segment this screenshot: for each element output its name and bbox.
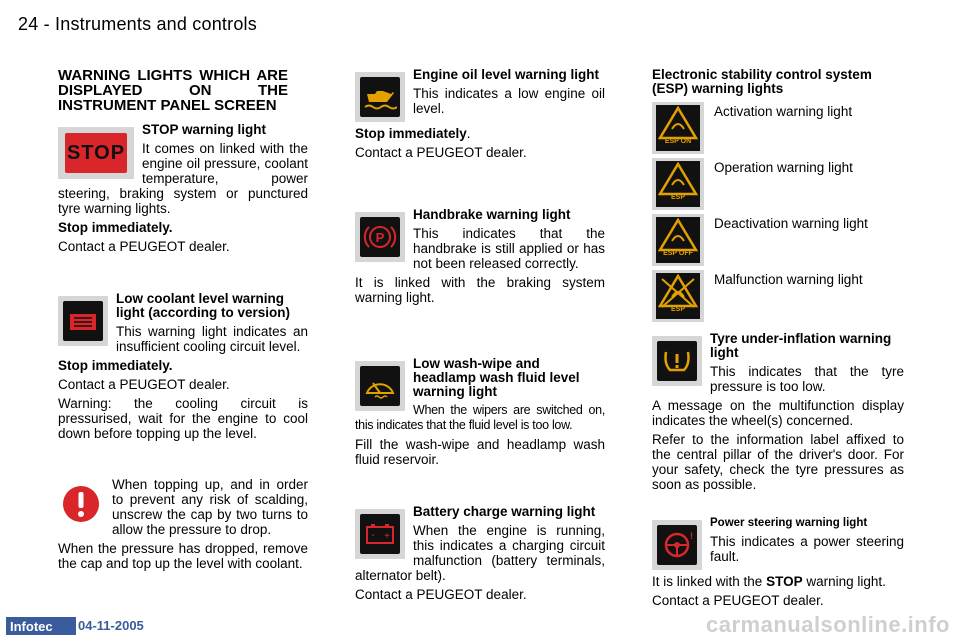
oil-block	[355, 68, 605, 160]
column-3	[652, 68, 904, 612]
esp-car-icon	[652, 270, 704, 322]
tyre-text: This indicates that the tyre pressure is too low.	[710, 364, 904, 394]
esp-car-icon	[652, 158, 704, 210]
oil-can-svg	[363, 82, 397, 112]
caution-block	[58, 477, 308, 571]
esp-label: Operation warning light	[714, 160, 853, 175]
washer-text: When the wipers are switched on, this indicates that the fluid level is too low.	[355, 403, 605, 432]
esp-label: Activation warning light	[714, 104, 853, 119]
esp-icon-inner	[656, 273, 700, 319]
section-title: Instruments and controls	[55, 14, 257, 34]
steering-heading: Power steering warning light	[710, 517, 868, 529]
tyre-block	[652, 332, 904, 492]
coolant-svg	[66, 308, 100, 334]
esp-row	[652, 270, 904, 326]
oil-contact: Contact a PEUGEOT dealer.	[355, 145, 527, 160]
battery-icon	[355, 509, 405, 559]
oil-icon	[355, 72, 405, 122]
coolant-instruction: Stop immediately.	[58, 358, 173, 373]
oil-instruction: Stop immediately	[355, 126, 467, 141]
svg-text:!: !	[690, 531, 693, 541]
esp-icon-inner	[656, 161, 700, 207]
esp-car-icon	[652, 102, 704, 154]
steering-block	[652, 516, 904, 608]
esp-heading: Electronic stability control system (ESP) warning lights	[652, 67, 872, 96]
coolant-block	[58, 292, 308, 441]
column-1	[58, 68, 308, 575]
tyre-pressure-svg	[660, 346, 694, 376]
esp-list	[652, 102, 904, 326]
stop-block	[58, 123, 308, 254]
oil-heading: Engine oil level warning light	[413, 67, 600, 82]
steering-wheel-svg	[660, 530, 694, 560]
esp-icon-inner	[656, 105, 700, 151]
handbrake-block	[355, 208, 605, 305]
handbrake-text-2: It is linked with the braking system warning light.	[355, 275, 605, 305]
esp-label: Deactivation warning light	[714, 216, 868, 231]
coolant-text: This warning light indicates an insufficient cooling circuit level.	[116, 324, 308, 354]
brake-p-svg	[363, 222, 397, 252]
steering-icon	[652, 520, 702, 570]
handbrake-heading: Handbrake warning light	[413, 207, 571, 222]
esp-tag: ESP	[670, 194, 685, 201]
steering-text-2	[652, 574, 904, 589]
header-separator: -	[43, 14, 50, 34]
warning-lights-title: WARNING LIGHTS WHICH ARE DISPLAYED ON THE INSTRUMENT PANEL SCREEN	[58, 67, 288, 114]
battery-text: When the engine is running, this indicates a charging circuit malfunction (battery terminals, alternator belt).	[355, 523, 605, 583]
esp-row	[652, 214, 904, 270]
esp-row	[652, 102, 904, 158]
coolant-icon	[58, 296, 108, 346]
exclamation-icon	[61, 484, 101, 524]
caution-text: When topping up, and in order to prevent any risk of scalding, unscrew the cap by two turns to allow the pressure to drop.	[112, 477, 308, 537]
steering-text-2-prefix: It is linked with the	[652, 574, 763, 589]
battery-svg	[363, 521, 397, 547]
esp-icon-inner	[656, 217, 700, 263]
stop-text: It comes on linked with the engine oil pressure, coolant temperature, power steering, braking system or punctured tyre warning lights.	[58, 141, 308, 216]
washer-text-2: Fill the wash-wipe and headlamp wash fluid reservoir.	[355, 437, 605, 467]
infotec-logo: Infotec	[6, 617, 76, 635]
page-header	[18, 14, 257, 35]
tyre-text-2: A message on the multifunction display indicates the wheel(s) concerned.	[652, 398, 904, 428]
oil-text: This indicates a low engine oil level.	[413, 86, 605, 116]
svg-text:P: P	[375, 230, 385, 245]
footer-date: 04-11-2005	[78, 618, 144, 633]
washer-block	[355, 357, 605, 467]
coolant-warning: Warning: the cooling circuit is pressurised, wait for the engine to cool down before topping up the level.	[58, 396, 308, 441]
esp-tag: ESP ON	[664, 138, 692, 145]
esp-row	[652, 158, 904, 214]
handbrake-text: This indicates that the handbrake is still applied or has not been released correctly.	[413, 226, 605, 271]
steering-text-2-suffix: warning light.	[806, 574, 886, 589]
battery-heading: Battery charge warning light	[413, 504, 596, 519]
tyre-heading: Tyre under-inflation warning light	[710, 331, 892, 360]
svg-text:+: +	[384, 531, 390, 542]
stop-heading: STOP warning light	[142, 122, 267, 137]
stop-instruction: Stop immediately.	[58, 220, 173, 235]
tyre-text-3: Refer to the information label affixed to the central pillar of the driver's door. For your safety, check the tyre pressures as soon as possible.	[652, 432, 904, 492]
steering-contact: Contact a PEUGEOT dealer.	[652, 593, 824, 608]
stop-contact: Contact a PEUGEOT dealer.	[58, 239, 230, 254]
watermark: carmanualsonline.info	[706, 612, 950, 637]
esp-car-icon	[652, 214, 704, 266]
battery-contact: Contact a PEUGEOT dealer.	[355, 587, 527, 602]
svg-text:-: -	[371, 530, 375, 541]
washer-heading: Low wash-wipe and headlamp wash fluid level warning light	[413, 356, 580, 399]
stop-icon-text: STOP	[66, 141, 126, 164]
column-2	[355, 68, 605, 606]
caution-icon	[58, 481, 104, 527]
washer-icon	[355, 361, 405, 411]
coolant-heading: Low coolant level warning light (according to version)	[116, 291, 291, 320]
esp-tag: ESP OFF	[663, 250, 693, 257]
handbrake-icon	[355, 212, 405, 262]
esp-label: Malfunction warning light	[714, 272, 863, 287]
steering-text: This indicates a power steering fault.	[710, 534, 904, 564]
esp-tag: ESP	[670, 306, 685, 313]
washer-svg	[363, 371, 397, 401]
steering-text-2-bold: STOP	[766, 574, 803, 589]
page-number: 24	[18, 14, 39, 34]
stop-icon	[58, 127, 134, 179]
caution-text-2: When the pressure has dropped, remove the cap and top up the level with coolant.	[58, 541, 308, 571]
battery-block	[355, 505, 605, 602]
tyre-icon	[652, 336, 702, 386]
oil-instruction-suffix: .	[466, 126, 471, 141]
coolant-contact: Contact a PEUGEOT dealer.	[58, 377, 230, 392]
oil-instruction-line	[355, 126, 605, 141]
